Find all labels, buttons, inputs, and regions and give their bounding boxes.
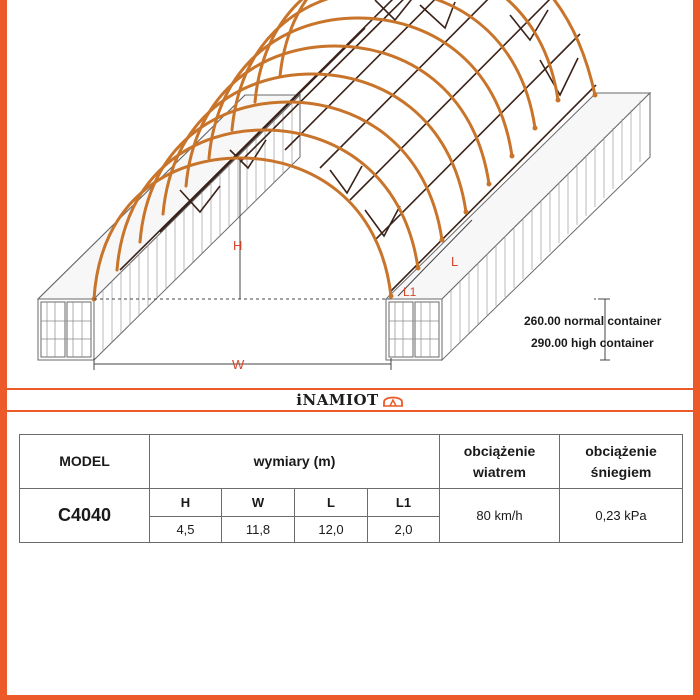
dim-l-label: L — [295, 489, 368, 517]
dim-l1-value: 2,0 — [368, 517, 440, 543]
table-header-row — [20, 435, 683, 489]
spec-table — [19, 434, 683, 543]
dim-l1-label: L1 — [368, 489, 440, 517]
left-container — [38, 95, 300, 360]
separator-top — [7, 388, 693, 390]
brand-logo — [0, 391, 700, 409]
header-snow-line1: obciążenie — [585, 442, 657, 459]
header-wind-line1: obciążenie — [463, 442, 536, 459]
tent-arch-icon — [382, 393, 404, 407]
snow-load-value: 0,23 kPa — [560, 489, 683, 543]
page-frame-bottom — [0, 695, 700, 700]
model-name: C4040 — [20, 489, 150, 543]
header-snow-load — [560, 435, 683, 489]
dim-h-value: 4,5 — [150, 517, 222, 543]
label-l: L — [451, 254, 459, 269]
dim-l-value: 12,0 — [295, 517, 368, 543]
wind-load-value: 80 km/h — [440, 489, 560, 543]
label-h: H — [233, 238, 243, 253]
table-row-dim-labels — [20, 489, 683, 517]
label-normal-container: 260.00 normal container — [524, 314, 662, 328]
dim-w-value: 11,8 — [222, 517, 295, 543]
header-dimensions: wymiary (m) — [150, 435, 440, 489]
separator-bottom — [7, 410, 693, 412]
dim-w-label: W — [222, 489, 295, 517]
label-l1: L1 — [403, 285, 417, 299]
header-wind-load — [440, 435, 560, 489]
header-wind-line2: wiatrem — [473, 463, 526, 480]
label-high-container: 290.00 high container — [531, 336, 654, 350]
label-w: W — [232, 357, 245, 372]
header-snow-line2: śniegiem — [590, 463, 652, 480]
dim-h-label: H — [150, 489, 222, 517]
brand-name: iNAMIOT — [296, 391, 379, 409]
header-model: MODEL — [20, 435, 150, 489]
